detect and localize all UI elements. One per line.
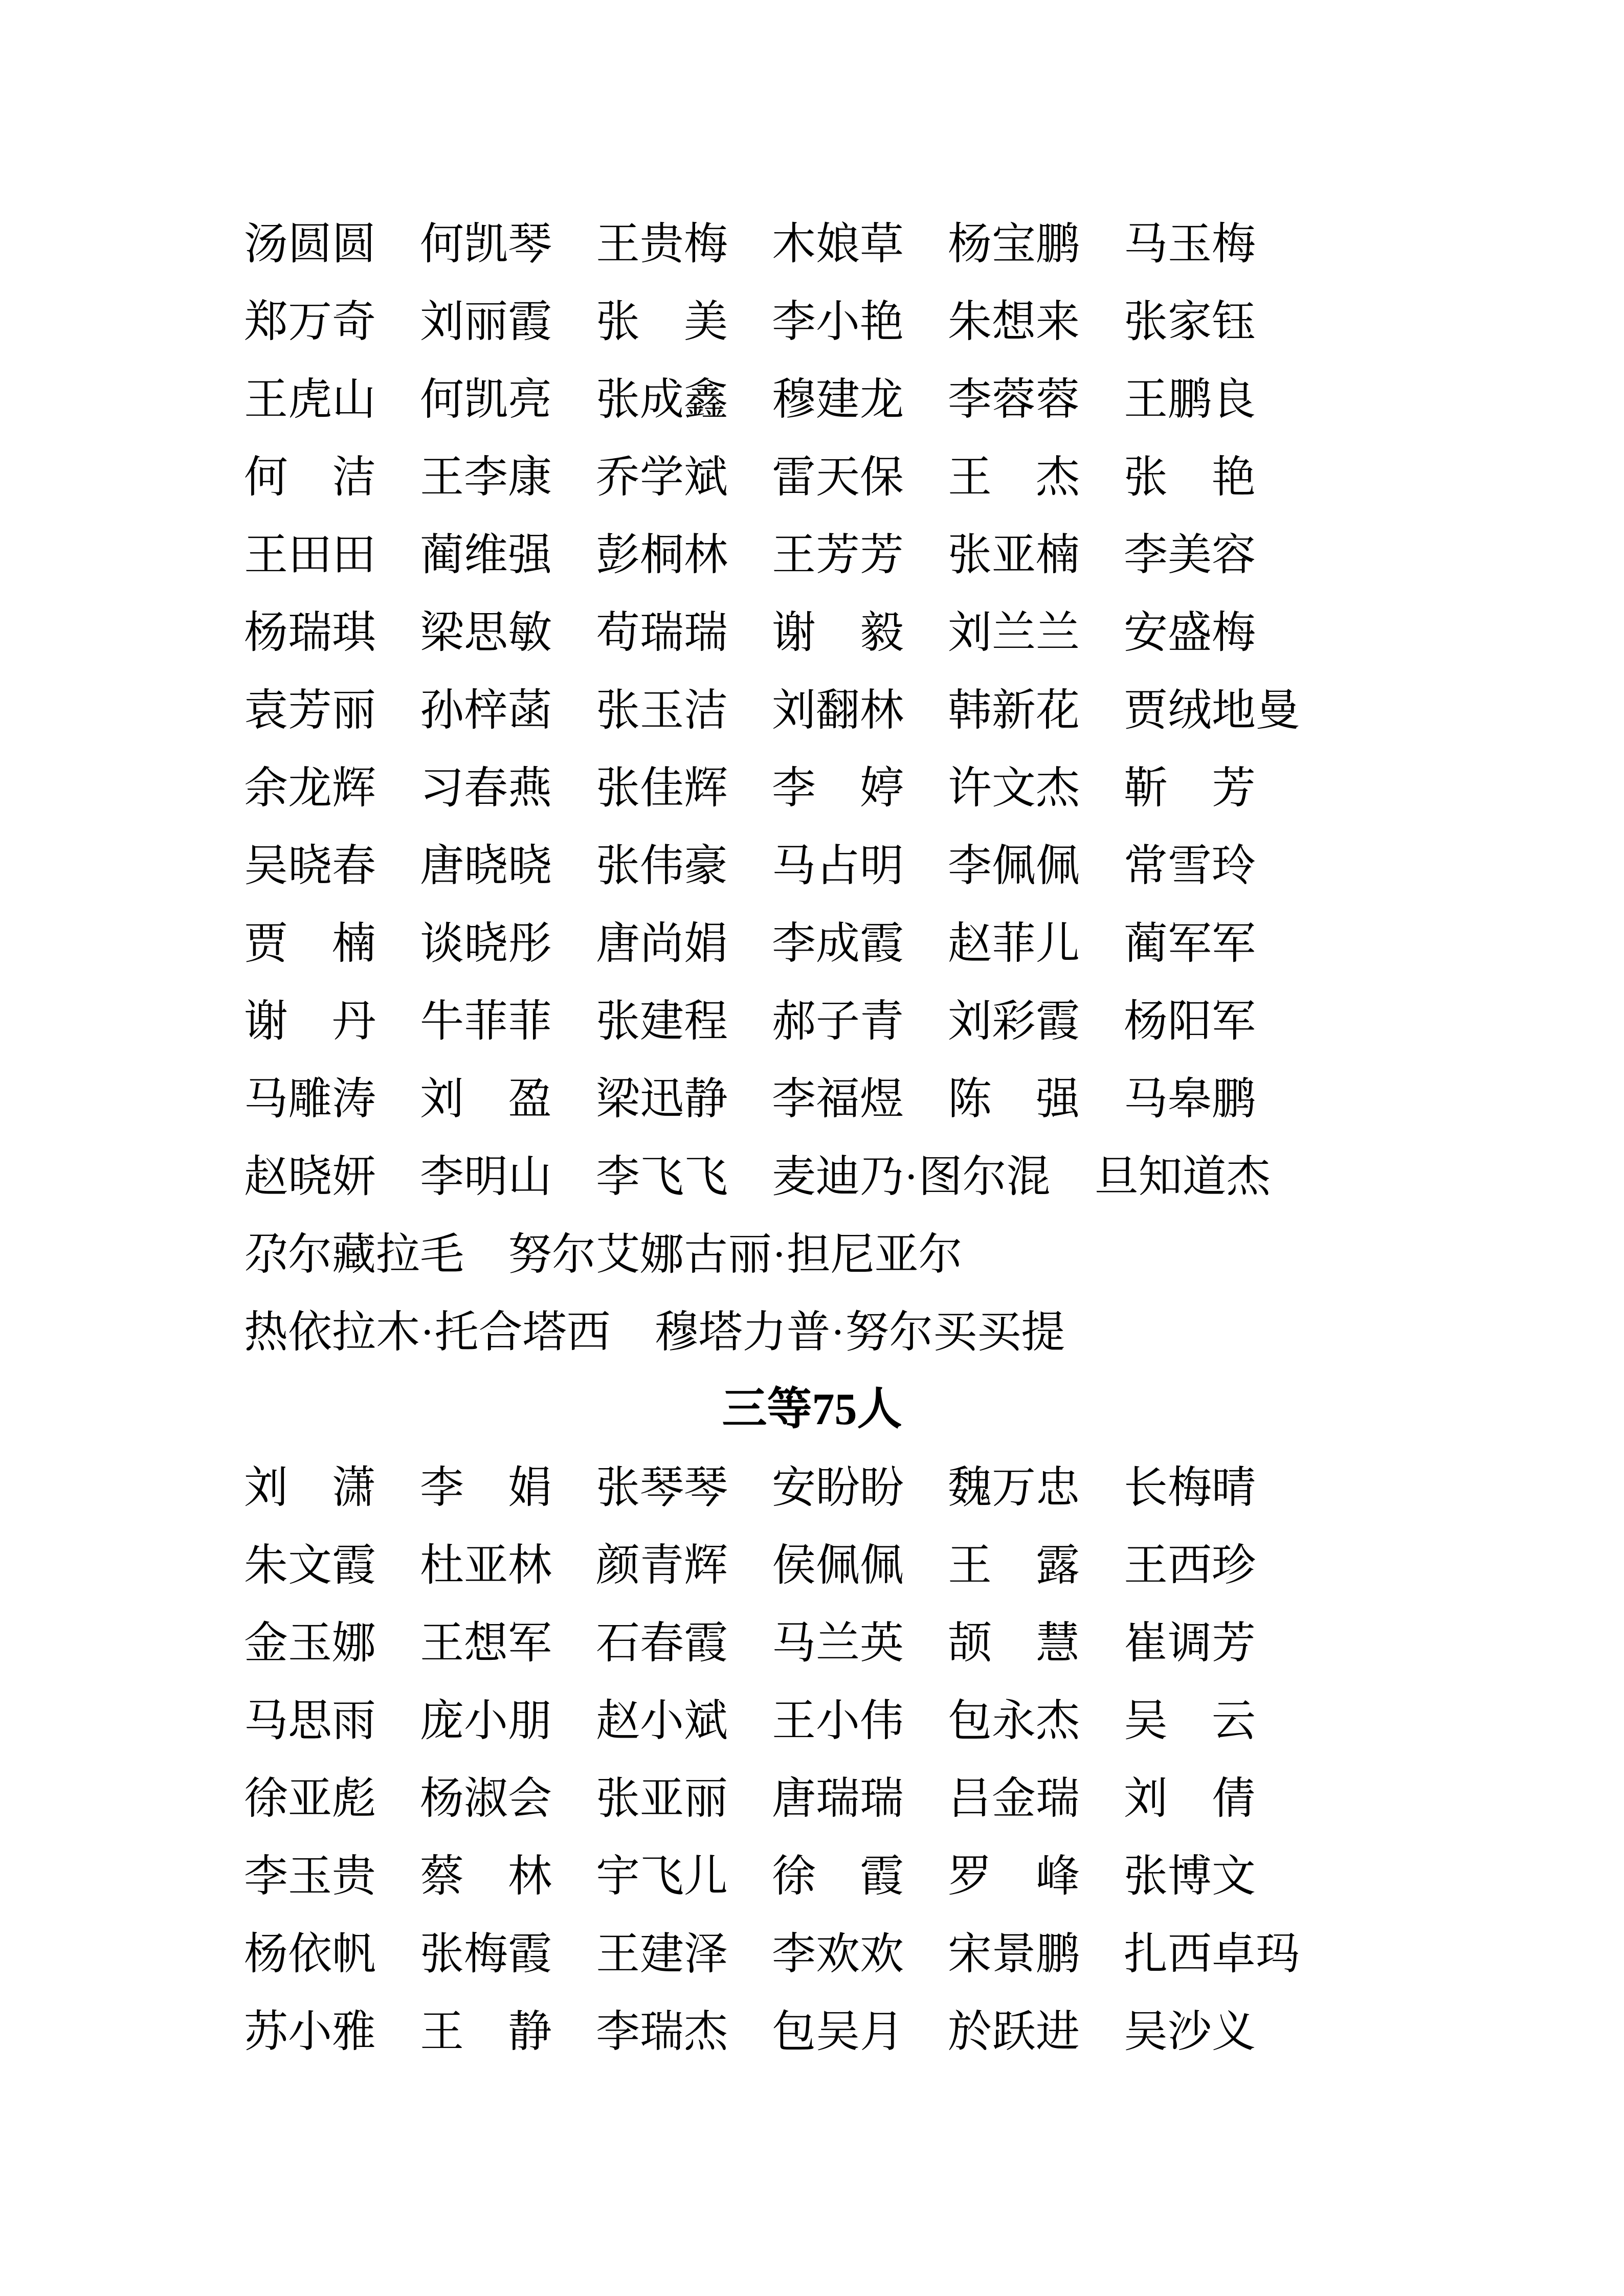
person-name: 牛菲菲 <box>420 997 552 1046</box>
name-row <box>244 1449 1380 1526</box>
person-name: 安盛梅 <box>1124 608 1256 657</box>
name-character: 盈 <box>508 1074 552 1123</box>
person-name: 郑万奇 <box>244 297 376 346</box>
person-name: 杜亚林 <box>420 1541 552 1590</box>
person-name: 张建程 <box>596 997 728 1046</box>
person-name: 刘彩霞 <box>948 997 1080 1046</box>
name-character: 潇 <box>332 1463 376 1512</box>
name-row <box>244 594 1380 671</box>
name-row <box>244 1526 1380 1604</box>
person-name: 张亚丽 <box>596 1774 728 1823</box>
name-character: 罗 <box>948 1852 992 1901</box>
person-name: 王贵梅 <box>596 219 728 268</box>
person-name: 李飞飞 <box>596 1152 728 1201</box>
person-name: 李玉贵 <box>244 1852 376 1901</box>
person-name: 宇飞儿 <box>596 1852 728 1901</box>
person-name: 马思雨 <box>244 1696 376 1745</box>
person-name: 王田田 <box>244 530 376 579</box>
person-name: 王西珍 <box>1124 1541 1256 1590</box>
name-character: 楠 <box>332 919 376 968</box>
name-row <box>244 1682 1380 1760</box>
name-row <box>244 749 1380 827</box>
name-character: 刘 <box>1124 1774 1168 1823</box>
name-row <box>244 1915 1380 1993</box>
person-name: 张梅霞 <box>420 1929 552 1978</box>
name-row <box>244 1138 1380 1215</box>
name-character: 静 <box>508 2007 552 2056</box>
name-character: 艳 <box>1212 453 1256 502</box>
person-name: 杨依帆 <box>244 1929 376 1978</box>
person-name: 长梅晴 <box>1124 1463 1256 1512</box>
person-name: 唐瑞瑞 <box>772 1774 904 1823</box>
person-name: 崔调芳 <box>1124 1618 1256 1668</box>
person-name: 常雪玲 <box>1124 841 1256 890</box>
person-name: 石春霞 <box>596 1618 728 1668</box>
person-name: 马雕涛 <box>244 1074 376 1123</box>
person-name: 韩新花 <box>948 686 1080 735</box>
name-character: 李 <box>772 763 816 813</box>
person-name: 梁迅静 <box>596 1074 728 1123</box>
name-list-section-1 <box>244 205 1380 1371</box>
name-character: 何 <box>244 453 288 502</box>
person-name: 李明山 <box>420 1152 552 1201</box>
person-name: 汤圆圆 <box>244 219 376 268</box>
name-row <box>244 827 1380 905</box>
person-name: 金玉娜 <box>244 1618 376 1668</box>
person-name: 王小伟 <box>772 1696 904 1745</box>
person-name <box>1124 763 1256 813</box>
person-name <box>772 1852 904 1901</box>
person-name: 旦知道杰 <box>1094 1152 1271 1201</box>
person-name <box>1124 1696 1256 1745</box>
person-name: 庞小朋 <box>420 1696 552 1745</box>
person-name: 包吴月 <box>772 2007 904 2056</box>
name-character: 张 <box>596 297 640 346</box>
heading-row <box>244 1371 1380 1449</box>
name-row <box>244 1993 1380 2070</box>
name-row <box>244 1215 1380 1293</box>
person-name <box>948 1074 1080 1123</box>
person-name: 马皋鹏 <box>1124 1074 1256 1123</box>
name-row <box>244 905 1380 982</box>
name-character: 娟 <box>508 1463 552 1512</box>
person-name <box>244 919 376 968</box>
person-name: 王虎山 <box>244 375 376 424</box>
person-name: 魏万忠 <box>948 1463 1080 1512</box>
person-name: 吕金瑞 <box>948 1774 1080 1823</box>
person-name: 苏小雅 <box>244 2007 376 2056</box>
name-character: 谢 <box>772 608 816 657</box>
person-name: 张博文 <box>1124 1852 1256 1901</box>
person-name: 赵小斌 <box>596 1696 728 1745</box>
person-name: 杨瑞琪 <box>244 608 376 657</box>
person-name <box>420 1852 552 1901</box>
name-character: 婷 <box>860 763 904 813</box>
name-character: 芳 <box>1212 763 1256 813</box>
person-name: 李蓉蓉 <box>948 375 1080 424</box>
name-character: 林 <box>508 1852 552 1901</box>
person-name: 孙梓菡 <box>420 686 552 735</box>
person-name <box>1124 453 1256 502</box>
person-name <box>948 1618 1080 1668</box>
person-name: 李成霞 <box>772 919 904 968</box>
person-name: 吴晓春 <box>244 841 376 890</box>
person-name <box>596 297 728 346</box>
person-name <box>772 608 904 657</box>
person-name: 李小艳 <box>772 297 904 346</box>
person-name: 朱想来 <box>948 297 1080 346</box>
person-name: 马兰英 <box>772 1618 904 1668</box>
person-name: 李瑞杰 <box>596 2007 728 2056</box>
person-name: 穆建龙 <box>772 375 904 424</box>
person-name: 穆塔力普·努尔买买提 <box>654 1308 1065 1357</box>
person-name: 颜青辉 <box>596 1541 728 1590</box>
name-character: 李 <box>420 1463 464 1512</box>
person-name: 唐尚娟 <box>596 919 728 968</box>
name-character: 刘 <box>244 1463 288 1512</box>
person-name: 吴沙义 <box>1124 2007 1256 2056</box>
person-name: 谈晓彤 <box>420 919 552 968</box>
person-name: 何凯琴 <box>420 219 552 268</box>
person-name: 刘翻林 <box>772 686 904 735</box>
person-name: 张亚楠 <box>948 530 1080 579</box>
name-character: 云 <box>1212 1696 1256 1745</box>
person-name: 张家钰 <box>1124 297 1256 346</box>
person-name: 彭桐林 <box>596 530 728 579</box>
name-character: 王 <box>948 453 992 502</box>
name-character: 靳 <box>1124 763 1168 813</box>
name-list-section-2 <box>244 1449 1380 2070</box>
person-name: 张成鑫 <box>596 375 728 424</box>
name-character: 毅 <box>860 608 904 657</box>
name-row <box>244 438 1380 516</box>
person-name: 赵晓妍 <box>244 1152 376 1201</box>
person-name: 於跃进 <box>948 2007 1080 2056</box>
person-name: 郝子青 <box>772 997 904 1046</box>
person-name: 马占明 <box>772 841 904 890</box>
section-heading: 三等75人 <box>722 1385 902 1434</box>
person-name: 木娘草 <box>772 219 904 268</box>
person-name: 包永杰 <box>948 1696 1080 1745</box>
person-name: 徐亚彪 <box>244 1774 376 1823</box>
person-name: 赵菲儿 <box>948 919 1080 968</box>
person-name: 侯佩佩 <box>772 1541 904 1590</box>
name-row <box>244 1604 1380 1682</box>
person-name <box>420 1463 552 1512</box>
person-name: 王想军 <box>420 1618 552 1668</box>
name-character: 露 <box>1036 1541 1080 1590</box>
person-name: 杨淑会 <box>420 1774 552 1823</box>
person-name: 刘丽霞 <box>420 297 552 346</box>
name-row <box>244 1760 1380 1837</box>
person-name <box>948 1541 1080 1590</box>
person-name <box>244 453 376 502</box>
person-name: 余龙辉 <box>244 763 376 813</box>
name-character: 峰 <box>1036 1852 1080 1901</box>
person-name: 张伟豪 <box>596 841 728 890</box>
person-name: 李福煜 <box>772 1074 904 1123</box>
person-name: 贾绒地曼 <box>1124 686 1300 735</box>
person-name: 安盼盼 <box>772 1463 904 1512</box>
name-character: 丹 <box>332 997 376 1046</box>
person-name: 张佳辉 <box>596 763 728 813</box>
person-name: 王建泽 <box>596 1929 728 1978</box>
person-name: 扎西卓玛 <box>1124 1929 1300 1978</box>
person-name <box>772 763 904 813</box>
person-name: 张琴琴 <box>596 1463 728 1512</box>
person-name: 习春燕 <box>420 763 552 813</box>
person-name: 宋景鹏 <box>948 1929 1080 1978</box>
person-name: 雷天保 <box>772 453 904 502</box>
person-name <box>1124 1774 1256 1823</box>
name-character: 慧 <box>1036 1618 1080 1668</box>
name-character: 倩 <box>1212 1774 1256 1823</box>
person-name: 乔学斌 <box>596 453 728 502</box>
name-character: 颉 <box>948 1618 992 1668</box>
person-name: 李美容 <box>1124 530 1256 579</box>
person-name: 李佩佩 <box>948 841 1080 890</box>
person-name <box>420 1074 552 1123</box>
person-name: 许文杰 <box>948 763 1080 813</box>
name-character: 王 <box>948 1541 992 1590</box>
person-name: 热依拉木·托合塔西 <box>244 1308 611 1357</box>
name-character: 陈 <box>948 1074 992 1123</box>
person-name: 王鹏良 <box>1124 375 1256 424</box>
name-row <box>244 1060 1380 1138</box>
name-row <box>244 1837 1380 1915</box>
name-character: 霞 <box>860 1852 904 1901</box>
name-row <box>244 1293 1380 1371</box>
person-name: 苟瑞瑞 <box>596 608 728 657</box>
name-row <box>244 671 1380 749</box>
name-character: 王 <box>420 2007 464 2056</box>
person-name: 蔺维强 <box>420 530 552 579</box>
person-name: 杨宝鹏 <box>948 219 1080 268</box>
person-name: 李欢欢 <box>772 1929 904 1978</box>
person-name <box>420 2007 552 2056</box>
name-row <box>244 982 1380 1060</box>
name-character: 贾 <box>244 919 288 968</box>
name-character: 洁 <box>332 453 376 502</box>
name-character: 徐 <box>772 1852 816 1901</box>
person-name: 蔺军军 <box>1124 919 1256 968</box>
person-name: 袁芳丽 <box>244 686 376 735</box>
name-character: 吴 <box>1124 1696 1168 1745</box>
name-character: 美 <box>684 297 728 346</box>
person-name: 朱文霞 <box>244 1541 376 1590</box>
person-name: 何凯亮 <box>420 375 552 424</box>
person-name: 刘兰兰 <box>948 608 1080 657</box>
name-character: 谢 <box>244 997 288 1046</box>
person-name <box>948 1852 1080 1901</box>
name-character: 张 <box>1124 453 1168 502</box>
person-name <box>244 997 376 1046</box>
person-name: 努尔艾娜古丽·担尼亚尔 <box>508 1230 963 1279</box>
person-name: 尕尔藏拉毛 <box>244 1230 464 1279</box>
person-name: 张玉洁 <box>596 686 728 735</box>
person-name: 杨阳军 <box>1124 997 1256 1046</box>
name-character: 杰 <box>1036 453 1080 502</box>
name-row <box>244 361 1380 438</box>
name-row <box>244 516 1380 594</box>
name-row <box>244 283 1380 361</box>
person-name: 马玉梅 <box>1124 219 1256 268</box>
name-character: 蔡 <box>420 1852 464 1901</box>
person-name: 麦迪乃·图尔混 <box>772 1152 1051 1201</box>
person-name: 唐晓晓 <box>420 841 552 890</box>
person-name: 梁思敏 <box>420 608 552 657</box>
person-name: 王李康 <box>420 453 552 502</box>
person-name: 王芳芳 <box>772 530 904 579</box>
name-character: 强 <box>1036 1074 1080 1123</box>
name-character: 刘 <box>420 1074 464 1123</box>
person-name <box>244 1463 376 1512</box>
name-row <box>244 205 1380 283</box>
person-name <box>948 453 1080 502</box>
